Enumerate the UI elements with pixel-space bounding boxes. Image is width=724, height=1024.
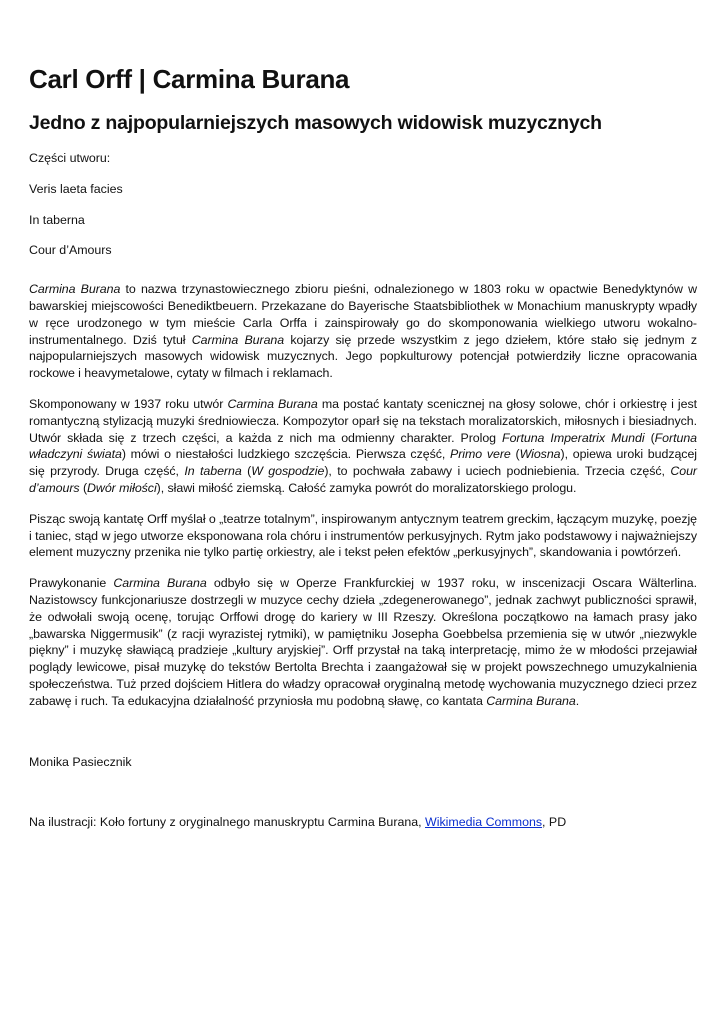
part-item-1: Veris laeta facies: [29, 181, 123, 196]
illustration-caption: [29, 814, 697, 831]
document-page: [29, 62, 697, 831]
parts-intro: Części utworu:: [29, 151, 111, 165]
author-name: Monika Pasiecznik: [29, 754, 132, 769]
part-item-2: In taberna: [29, 212, 85, 227]
paragraph-1: Carmina Burana to nazwa trzynastowiecznego zbioru pieśni, odnalezionego w 1803 roku w opactwie Benedyktynów w bawarskiej miejscowości Benediktbeuern. Przekazane do Bayerische Staatsbibliothek w Monachium manuskrypty wpadły w ręce urodzonego w tym mieście Carla Orffa i zainspirowały go do skomponowania wielkiego utworu wokalno-instrumentalnego. Dziś tytuł Carmina Burana kojarzy się przede wszystkim z jego dziełem, które stało się jednym z najpopularniejszych masowych widowisk muzycznych. Jego popkulturowy potencjał potwierdziły liczne opracowania rockowe i heavymetalowe, cytaty w filmach i reklamach.: [29, 282, 697, 381]
part-item-3: Cour d’Amours: [29, 243, 112, 258]
paragraph-4: Prawykonanie Carmina Burana odbyło się w Operze Frankfurckiej w 1937 roku, w inscenizacji Oscara Wälterlina. Nazistowscy funkcjonariusze dostrzegli w muzyce cechy dzieła „zdegenerowanego”, jednak zachwyt publiczności sprawił, że odwołali swoją ocenę, torując Orffowi drogę do kariery w III Rzeszy. Określona początkowo na łamach prasy jako „bawarska Niggermusik” (z racji wyrazistej rytmiki), w pamiętniku Josepha Goebbelsa przemienia się w utwór „niezwykle piękny” i muzykę sławiącą pradzieje „kultury aryjskiej”. Orff przystał na taką interpretację, mimo że w młodości przejawiał poglądy lewicowe, pisał muzykę do tekstów Bertolta Brechta i zaangażował się w projekt powszechnego umuzykalnienia społeczeństwa. Tuż przed dojściem Hitlera do władzy opracował oryginalną metodę wychowania muzycznego dzieci przez zabawę i ruch. Ta edukacyjna działalność przyniosła mu podobną sławę, co kantata Carmina Burana.: [29, 576, 697, 708]
paragraph-2: Skomponowany w 1937 roku utwór Carmina Burana ma postać kantaty scenicznej na głosy solowe, chór i orkiestrę i jest romantyczną stylizacją muzyki średniowiecza. Kompozytor oparł się na tekstach moralizatorskich, miłosnych i biesiadnych. Utwór składa się z trzech części, a każda z nich ma odmienny charakter. Prolog Fortuna Imperatrix Mundi (Fortuna władczyni świata) mówi o niestałości ludzkiego szczęścia. Pierwsza część, Primo vere (Wiosna), opiewa uroki budzącej się przyrody. Druga część, In taberna (W gospodzie), to pochwała zabawy i uciech podniebienia. Trzecia część, Cour d’amours (Dwór miłości), sławi miłość ziemską. Całość zamyka powrót do moralizatorskiego prologu.: [29, 396, 698, 495]
paragraph-3: Pisząc swoją kantatę Orff myślał o „teatrze totalnym”, inspirowanym antycznym teatrem greckim, łączącym muzykę, poezję i taniec, stąd w jego utworze eksponowana rola chóru i instrumentów perkusyjnych. Rytm jako podstawowy i najważniejszy element muzyczny przenika nie tylko partię orkiestry, ale i tekst pełen efektów „perkusyjnych”, skandowania i powtórzeń.: [29, 511, 698, 560]
page-subtitle: Jedno z najpopularniejszych masowych widowisk muzycznych: [29, 112, 602, 134]
wikimedia-commons-link[interactable]: Wikimedia Commons: [425, 815, 543, 830]
caption-text: Na ilustracji: Koło fortuny z oryginalnego manuskryptu Carmina Burana,: [29, 815, 425, 830]
page-title: Carl Orff | Carmina Burana: [29, 64, 350, 94]
caption-license: , PD: [542, 815, 567, 830]
